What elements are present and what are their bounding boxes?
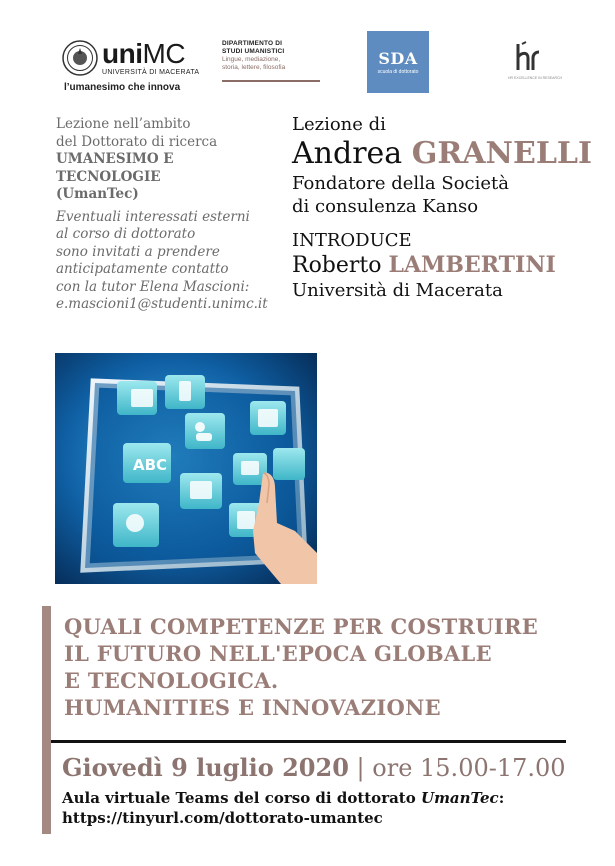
event-link[interactable]: https://tinyurl.com/dottorato-umantec (62, 809, 383, 827)
left-info-column (56, 116, 281, 314)
note-line2: al corso di dottorato (56, 226, 196, 242)
hr-subtitle: HR EXCELLENCE IN RESEARCH (508, 76, 563, 80)
dept-line2: STUDI UMANISTICI (222, 48, 285, 55)
dept-rule (222, 80, 320, 82)
sda-wordmark: SDA (378, 49, 418, 68)
lecture-by-label: Lezione di (292, 114, 386, 135)
event-location: Aula virtuale Teams del corso di dottorato UmanTec: (62, 789, 505, 807)
introduces-label: INTRODUCE (292, 230, 412, 251)
introducer-affiliation: Università di Macerata (292, 280, 503, 301)
dept-line1: DIPARTIMENTO DI (222, 40, 283, 47)
abc-tile-text: ABC (133, 456, 168, 474)
speaker-name: Andrea GRANELLI (292, 136, 593, 171)
speaker-role-line2: di consulenza Kanso (292, 196, 479, 217)
unimc-tagline: l’umanesimo che innova (64, 82, 181, 93)
sda-logo (367, 31, 429, 93)
contact-email[interactable]: e.mascioni1@studenti.unimc.it (56, 296, 268, 312)
title-line1: QUALI COMPETENZE PER COSTRUIRE (64, 614, 539, 639)
unimc-wordmark: uniMC (102, 38, 186, 69)
event-time: ore 15.00-17.00 (372, 754, 566, 782)
hr-logo (508, 40, 563, 84)
unimc-subtitle: UNIVERSITÀ DI MACERATA (102, 69, 200, 76)
hr-excellence-icon (508, 40, 548, 74)
accent-bar (42, 606, 51, 834)
event-date: Giovedì 9 luglio 2020 (62, 753, 349, 782)
dept-line4: storia, lettere, filosofia (222, 64, 286, 71)
department-logo (222, 40, 322, 82)
introducer-name: Roberto LAMBERTINI (292, 252, 556, 278)
dept-line3: Lingue, mediazione, (222, 56, 281, 63)
program-acronym: (UmanTec) (56, 186, 139, 202)
speaker-role-line1: Fondatore della Società (292, 173, 510, 194)
title-divider (51, 740, 566, 743)
sda-subtitle: scuola di dottorato (377, 69, 419, 75)
tech-touchscreen-image (55, 353, 317, 584)
title-line4: HUMANITIES E INNOVAZIONE (64, 695, 441, 720)
date-separator: | (356, 754, 365, 782)
university-seal-icon (62, 40, 98, 76)
program-name: UMANESIMO E TECNOLOGIE (56, 151, 174, 185)
lecture-title (64, 613, 584, 721)
note-line1: Eventuali interessati esterni (56, 208, 250, 225)
left-line1: Lezione nell’ambito (56, 116, 191, 132)
note-line4: anticipatamente contatto (56, 261, 229, 277)
unimc-logo (62, 38, 207, 98)
note-line3: sono invitati a prendere (56, 243, 220, 260)
left-line2: del Dottorato di ricerca (56, 133, 218, 150)
event-date-time (62, 752, 566, 784)
speaker-column (292, 113, 602, 302)
title-line2: IL FUTURO NELL'EPOCA GLOBALE (64, 641, 492, 666)
title-line3: E TECNOLOGICA. (64, 668, 279, 693)
note-line5: con la tutor Elena Mascioni: (56, 278, 250, 295)
